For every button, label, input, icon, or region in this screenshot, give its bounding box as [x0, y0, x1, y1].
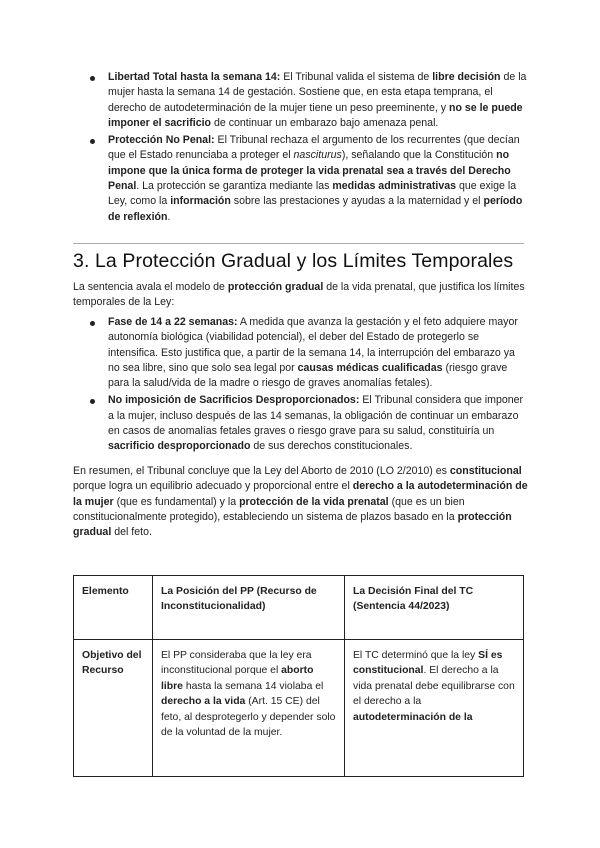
bold-text: derecho a la vida: [161, 696, 246, 708]
text-run: A medida que avanza la gestación y el feto adquiere mayor autonomía biológica (viabilidad potencial), el deber del Estado de protegerlo se intensifica. Esto justifica que, a partir de la semana 14, la interrupción del embarazo ya no sea libre, sino que solo sea legal por: [108, 316, 518, 374]
text-run: El PP consideraba que la ley era inconstitucional porque el: [161, 650, 312, 677]
text-run: sobre las prestaciones y ayudas a la maternidad y el: [230, 195, 484, 208]
bold-text: medidas administrativas: [332, 180, 457, 193]
bold-text: aborto libre: [161, 665, 314, 692]
bold-text: información: [170, 195, 231, 208]
text-run: El TC determinó que la ley: [353, 650, 479, 661]
intro-paragraph: [73, 280, 528, 311]
summary-paragraph: [73, 464, 528, 540]
bold-text: autodeterminación de la: [353, 711, 473, 723]
section-heading: 3. La Protección Gradual y los Límites Temporales: [73, 250, 514, 272]
text-run: de la vida prenatal, que justifica los límites temporales de la Ley:: [73, 281, 525, 309]
list-item-title: Libertad Total hasta la semana 14:: [108, 71, 281, 83]
text-run: El Tribunal considera que imponer a la mujer, incluso después de las 14 semanas, la obligación de continuar un embarazo en casos de anomalías fetales graves o riesgo grave para su salud, constituiría un: [108, 394, 524, 438]
list-item-title: No imposición de Sacrificios Desproporcionados:: [108, 394, 360, 407]
text-run: del feto.: [111, 526, 152, 539]
text-run: (que es fundamental) y la: [113, 495, 240, 508]
list-item: [73, 315, 528, 391]
bold-text: protección de la vida prenatal: [239, 495, 389, 508]
text-run: de la mujer hasta la semana 14 de gestación. Sostiene que, en esta etapa temprana, el derecho de autodeterminación de la mujer tiene un peso preeminente, y: [108, 71, 527, 114]
bold-text: derecho a la autodeterminación de la mujer: [73, 480, 528, 508]
bold-text: sacrificio desproporcionado: [108, 440, 251, 453]
horizontal-divider: [73, 243, 524, 244]
text-run: La sentencia avala el modelo de: [73, 281, 228, 293]
bold-text: causas médicas cualificadas: [297, 361, 443, 374]
text-run: de continuar un embarazo bajo amenaza penal.: [211, 116, 439, 129]
list-item-text: [108, 134, 522, 222]
text-run: El Tribunal rechaza el argumento de los recurrentes (que decían que el Estado renunciaba a proteger el: [108, 134, 520, 162]
text-run: que exige la Ley, como la: [108, 180, 517, 208]
table-header-cell: La Decisión Final del TC (Sentencia 44/2023): [345, 576, 524, 640]
table-header-cell: La Posición del PP (Recurso de Inconstitucionalidad): [153, 576, 345, 640]
text-run: de sus derechos constitucionales.: [250, 440, 413, 453]
text-run: hasta la semana 14 violaba el: [182, 680, 324, 692]
bold-text: no impone que la única forma de proteger la vida prenatal sea a través del Derecho Penal: [108, 149, 511, 193]
list-item-title: Protección No Penal:: [108, 134, 215, 147]
text-run: (Art. 15 CE) del feto, al desprotegerlo y depender solo de la voluntad de la mujer.: [161, 696, 336, 739]
bold-text: período de reflexión: [108, 195, 523, 223]
text-run: (que es un bien constitucionalmente protegido), estableciendo un sistema de plazos basado en la: [73, 495, 465, 523]
italic-text: nasciturus: [293, 149, 342, 162]
table-header-cell: Elemento: [74, 576, 153, 640]
bold-text: constitucional: [449, 465, 522, 477]
text-run: ), señalando que la Constitución: [341, 149, 497, 162]
text-run: porque logra un equilibrio adecuado y proporcional entre el: [73, 480, 353, 493]
text-run: En resumen, el Tribunal concluye que la Ley del Aborto de 2010 (LO 2/2010) es: [73, 465, 450, 477]
text-run: .: [167, 210, 171, 223]
table-cell-pp-position: [153, 640, 345, 777]
list-item: [73, 393, 528, 454]
table-cell-element: [74, 640, 153, 777]
text-run: . La protección se garantiza mediante las: [136, 180, 333, 193]
text-run: El Tribunal valida el sistema de: [280, 71, 433, 83]
row-label: Objetivo del Recurso: [82, 650, 142, 677]
list-item: [73, 70, 528, 131]
bold-text: libre decisión: [432, 71, 501, 83]
bold-text: no se le puede imponer el sacrificio: [108, 101, 523, 129]
gradual-protection-bullet-list: [73, 315, 528, 455]
bold-text: protección gradual: [227, 281, 324, 293]
table-cell-tc-decision: [345, 640, 524, 777]
bold-text: SÍ es constitucional: [353, 650, 503, 677]
text-run: . El derecho a la vida prenatal debe equilibrarse con el derecho a la: [353, 665, 515, 708]
list-item-title: Fase de 14 a 22 semanas:: [108, 316, 238, 328]
comparison-table: [73, 575, 524, 777]
table-row: [74, 640, 524, 777]
text-run: (riesgo grave para la salud/vida de la madre o riesgo de graves anomalías fetales).: [108, 361, 508, 390]
list-item: [73, 133, 528, 225]
decision-bullet-list: [73, 70, 528, 225]
bold-text: protección gradual: [73, 510, 512, 539]
table-header-row: [74, 576, 524, 640]
